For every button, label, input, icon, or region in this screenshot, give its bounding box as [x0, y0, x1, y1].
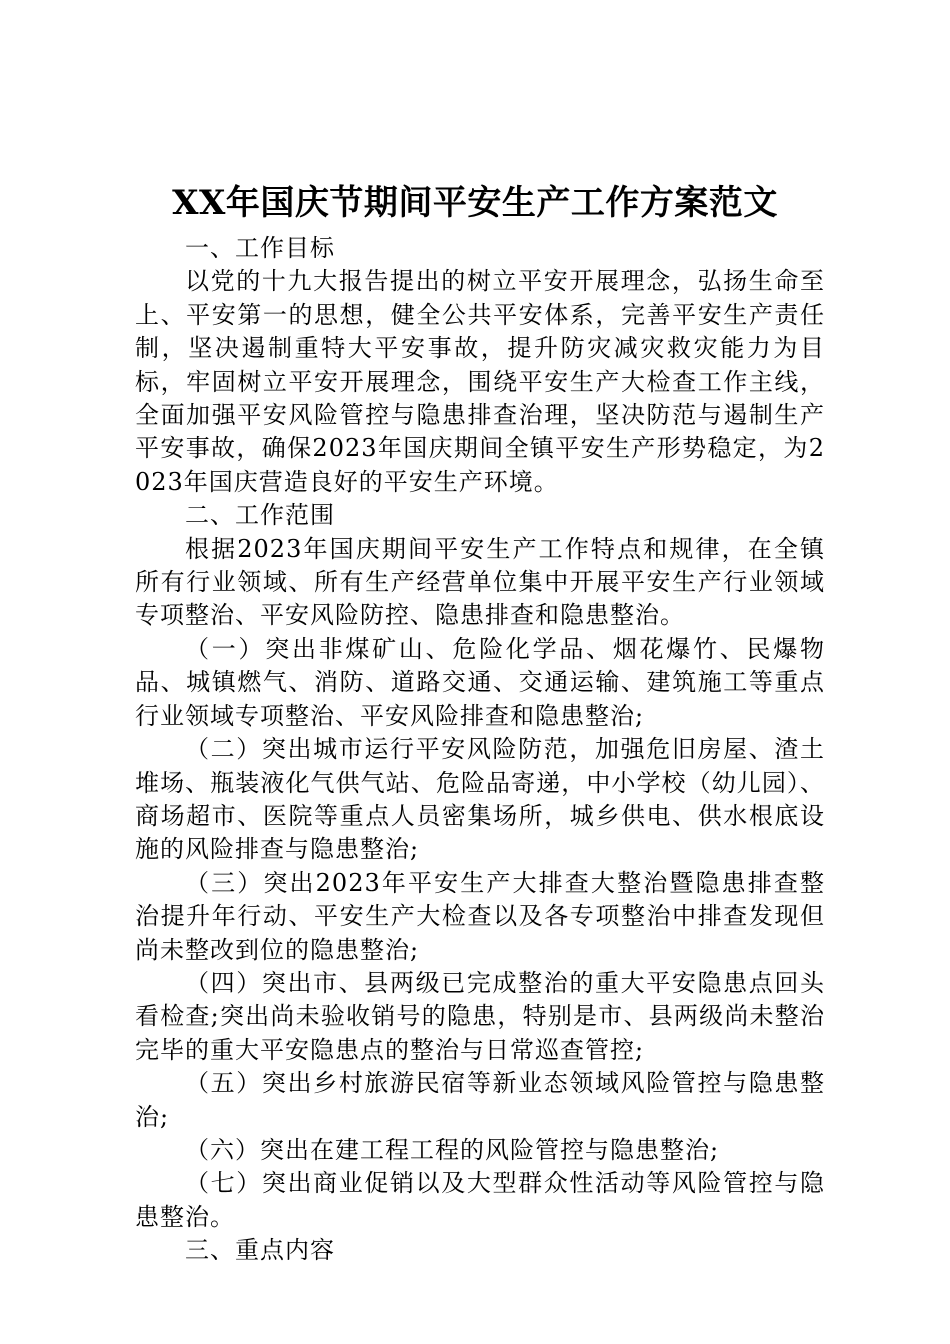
document-title: XX年国庆节期间平安生产工作方案范文: [172, 183, 778, 223]
scope-item-4: （四）突出市、县两级已完成整治的重大平安隐患点回头看检查;突出尚未验收销号的隐患，特别是市、县两级尚未整治完毕的重大平安隐患点的整治与日常巡查管控;: [135, 968, 825, 1064]
scope-item-3: （三）突出2023年平安生产大排查大整治暨隐患排查整治提升年行动、平安生产大检查以及各专项整治中排查发现但尚未整改到位的隐患整治;: [135, 868, 825, 964]
scope-item-5: （五）突出乡村旅游民宿等新业态领域风险管控与隐患整治;: [135, 1069, 825, 1131]
section-heading-scope: 二、工作范围: [185, 501, 335, 530]
scope-item-1: （一）突出非煤矿山、危险化学品、烟花爆竹、民爆物品、城镇燃气、消防、道路交通、交通运输、建筑施工等重点行业领域专项整治、平安风险排查和隐患整治;: [135, 634, 825, 730]
scope-item-7: （七）突出商业促销以及大型群众性活动等风险管控与隐患整治。: [135, 1169, 825, 1231]
scope-item-2: （二）突出城市运行平安风险防范，加强危旧房屋、渣土堆场、瓶装液化气供气站、危险品寄递，中小学校（幼儿园）、商场超市、医院等重点人员密集场所，城乡供电、供水根底设施的风险排查与隐患整治;: [135, 735, 825, 864]
section-heading-key-content: 三、重点内容: [185, 1236, 335, 1265]
document-body: [135, 232, 825, 1268]
scope-item-6: （六）突出在建工程工程的风险管控与隐患整治;: [185, 1135, 720, 1164]
paragraph-scope: 根据2023年国庆期间平安生产工作特点和规律，在全镇所有行业领域、所有生产经营单位集中开展平安生产行业领域专项整治、平安风险防控、隐患排查和隐患整治。: [135, 534, 825, 630]
section-heading-goals: 一、工作目标: [185, 234, 335, 262]
paragraph-goals: 以党的十九大报告提出的树立平安开展理念，弘扬生命至上、平安第一的思想，健全公共平安体系，完善平安生产责任制，坚决遏制重特大平安事故，提升防灾减灾救灾能力为目标，牢固树立平安开展理念，围绕平安生产大检查工作主线，全面加强平安风险管控与隐患排查治理，坚决防范与遏制生产平安事故，确保2023年国庆期间全镇平安生产形势稳定，为2023年国庆营造良好的平安生产环境。: [135, 267, 825, 496]
